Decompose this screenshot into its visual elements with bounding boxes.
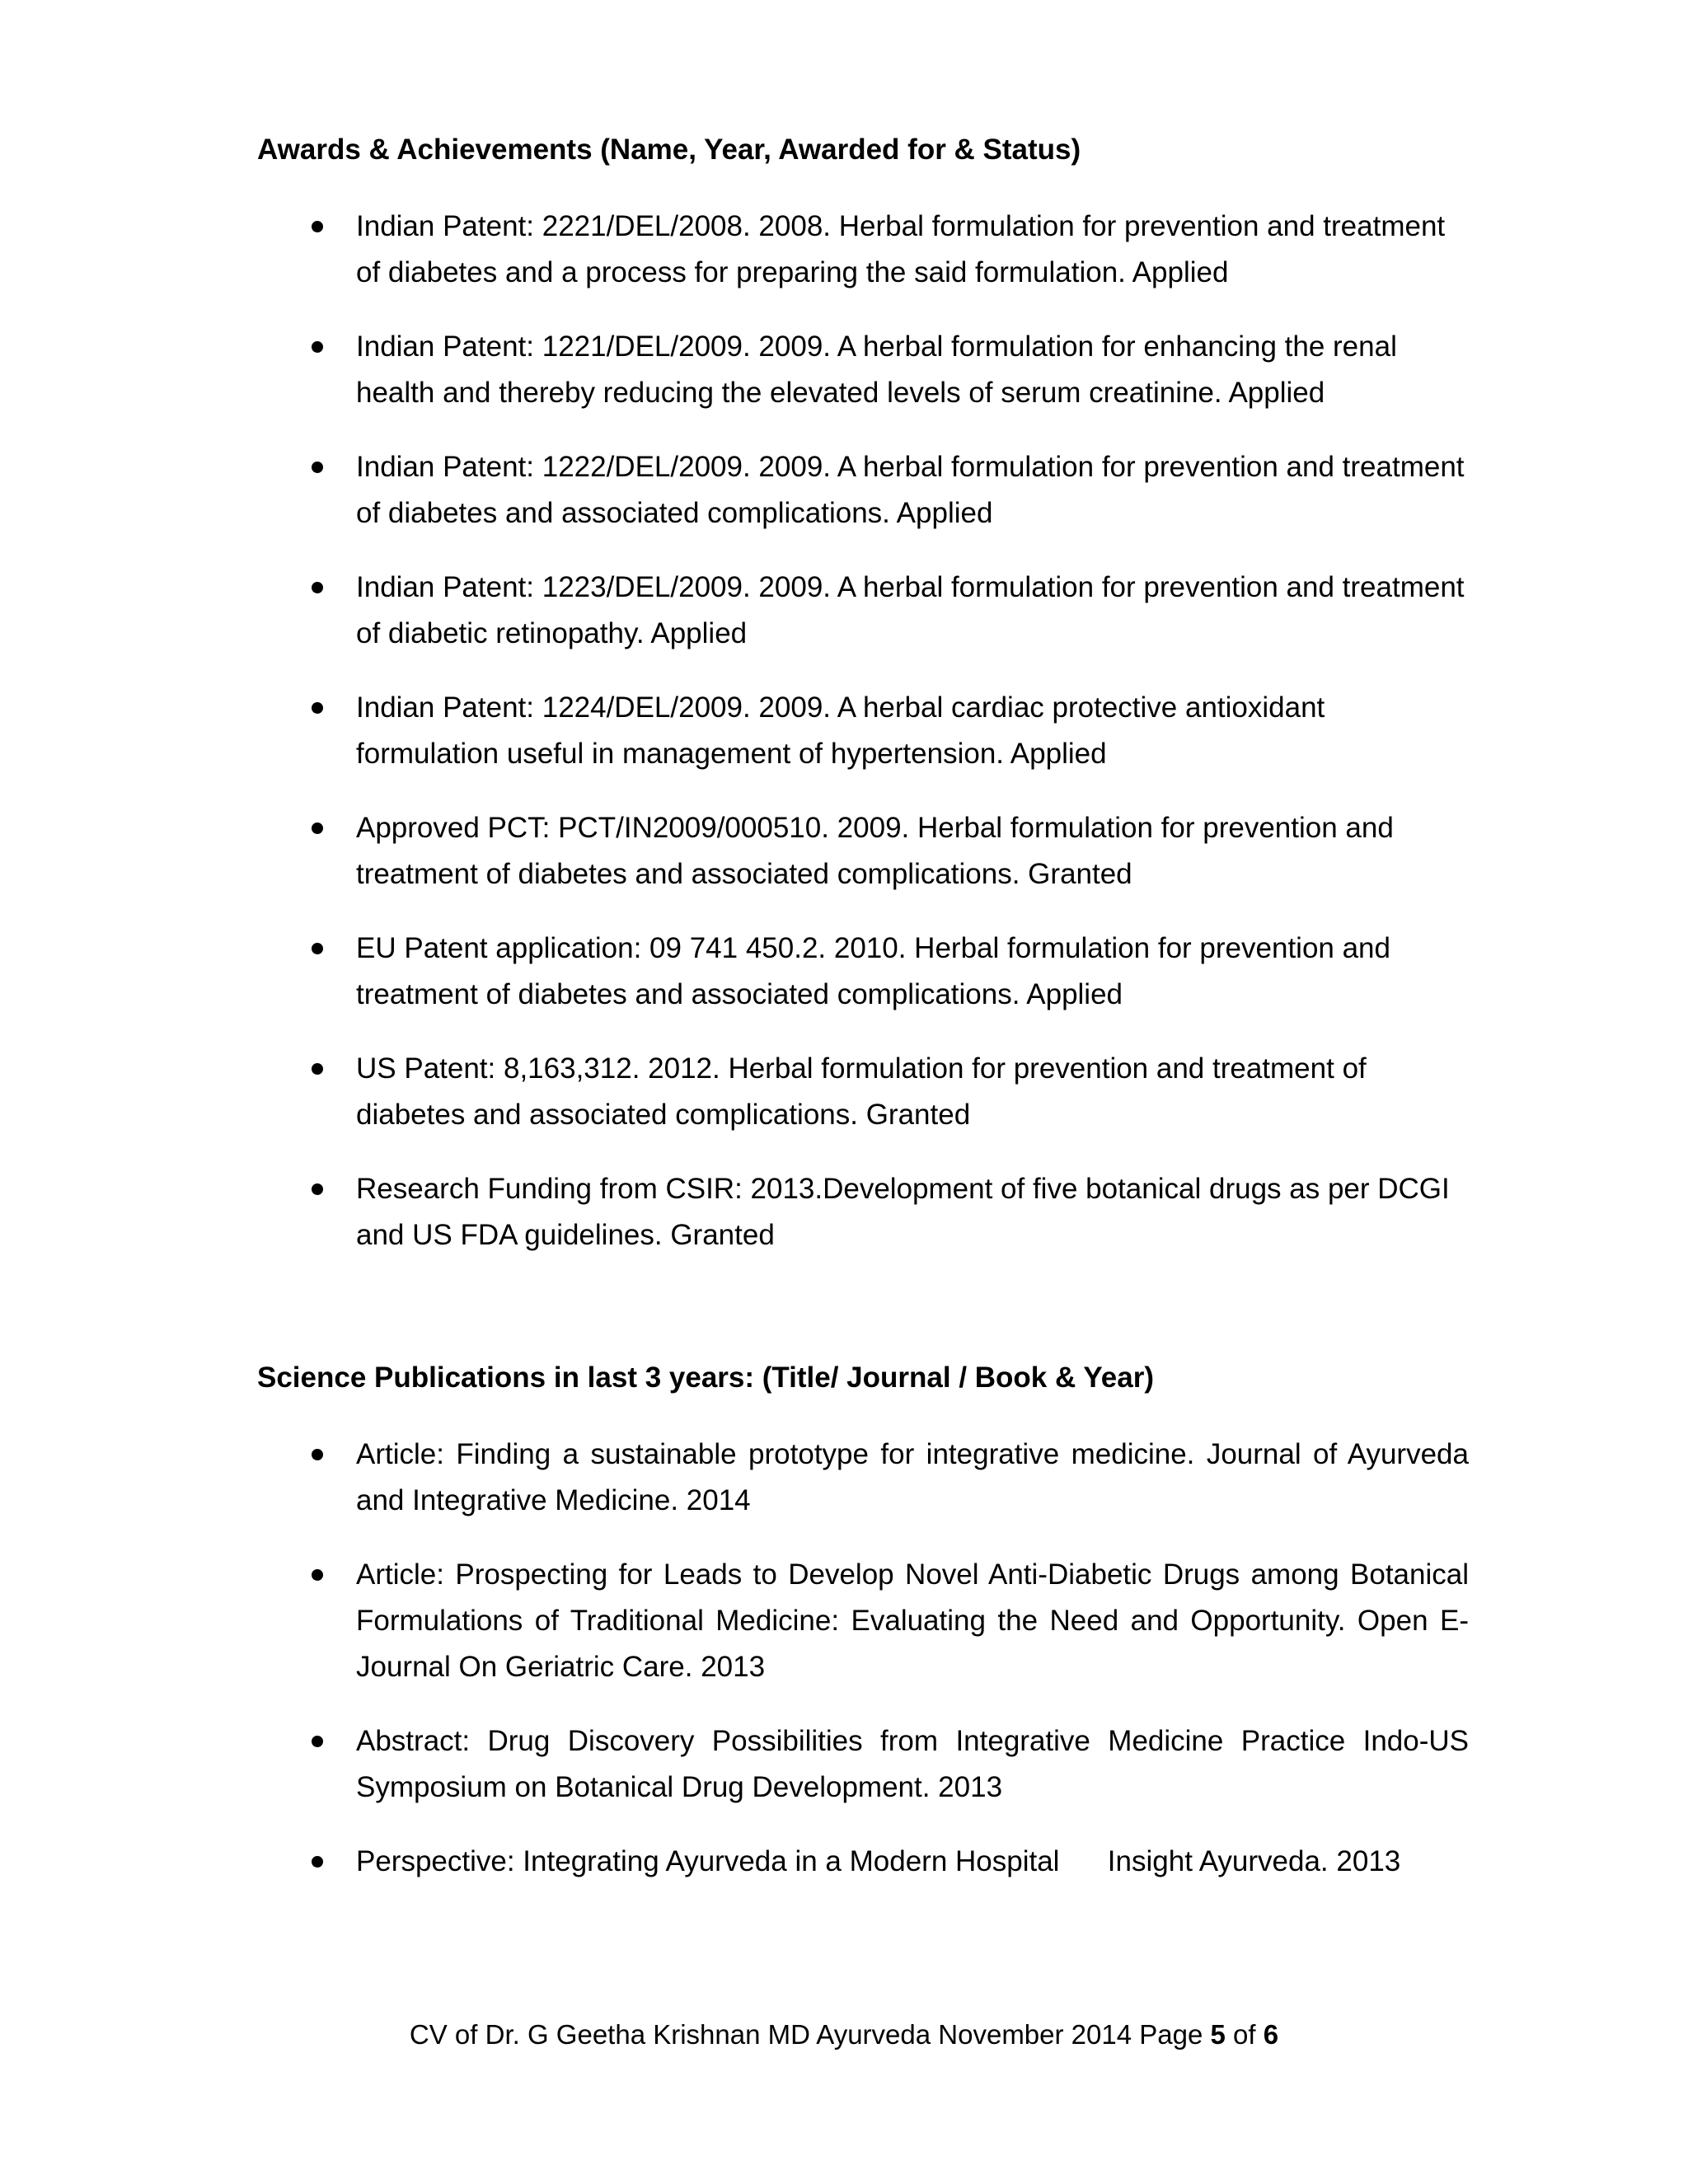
bullet-icon: [312, 462, 323, 473]
award-text: Indian Patent: 1223/DEL/2009. 2009. A herbal formulation for prevention and treatment of diabetic retinopathy. Applied: [356, 571, 1465, 649]
publication-text: Abstract: Drug Discovery Possibilities from Integrative Medicine Practice Indo-US Symposium on Botanical Drug Development. 2013: [356, 1725, 1469, 1803]
bullet-icon: [312, 341, 323, 353]
list-item: [356, 324, 1469, 416]
award-text: Indian Patent: 1221/DEL/2009. 2009. A herbal formulation for enhancing the renal health and thereby reducing the elevated levels of serum creatinine. Applied: [356, 330, 1397, 409]
award-text: Indian Patent: 1224/DEL/2009. 2009. A herbal cardiac protective antioxidant formulation useful in management of hypertension. Applied: [356, 691, 1325, 770]
list-item: [356, 1718, 1469, 1811]
list-item: [356, 1432, 1469, 1524]
bullet-icon: [312, 582, 323, 593]
bullet-icon: [312, 1183, 323, 1195]
list-item: [356, 204, 1469, 296]
list-item: [356, 805, 1469, 898]
bullet-icon: [312, 1449, 323, 1460]
footer-text: CV of Dr. G Geetha Krishnan MD Ayurveda November 2014 Page: [409, 2019, 1211, 2050]
list-item: [356, 565, 1469, 657]
footer-page-total: 6: [1263, 2019, 1279, 2050]
publication-text: Article: Finding a sustainable prototype for integrative medicine. Journal of Ayurveda and Integrative Medicine. 2014: [356, 1438, 1469, 1516]
bullet-icon: [312, 1569, 323, 1581]
awards-list: [356, 204, 1469, 1286]
award-text: Research Funding from CSIR: 2013.Development of five botanical drugs as per DCGI and US FDA guidelines. Granted: [356, 1173, 1450, 1251]
list-item: [356, 685, 1469, 777]
publication-text: Perspective: Integrating Ayurveda in a Modern Hospital Insight Ayurveda. 2013: [356, 1845, 1401, 1877]
bullet-icon: [312, 221, 323, 232]
award-text: US Patent: 8,163,312. 2012. Herbal formulation for prevention and treatment of diabetes and associated complications. Granted: [356, 1052, 1367, 1131]
footer-page-number: 5: [1210, 2019, 1226, 2050]
award-text: EU Patent application: 09 741 450.2. 2010. Herbal formulation for prevention and treatment of diabetes and associated complications. Applied: [356, 932, 1390, 1010]
award-text: Indian Patent: 1222/DEL/2009. 2009. A herbal formulation for prevention and treatment of diabetes and associated complications. Applied: [356, 451, 1465, 529]
bullet-icon: [312, 702, 323, 714]
award-text: Approved PCT: PCT/IN2009/000510. 2009. Herbal formulation for prevention and treatment of diabetes and associated complications. Granted: [356, 812, 1394, 890]
list-item: [356, 1839, 1469, 1885]
list-item: [356, 444, 1469, 537]
list-item: [356, 1552, 1469, 1690]
bullet-icon: [312, 1063, 323, 1075]
award-text: Indian Patent: 2221/DEL/2008. 2008. Herbal formulation for prevention and treatment of diabetes and a process for preparing the said formulation. Applied: [356, 210, 1446, 288]
list-item: [356, 926, 1469, 1018]
bullet-icon: [312, 823, 323, 834]
publication-text: Article: Prospecting for Leads to Develop Novel Anti-Diabetic Drugs among Botanical Formulations of Traditional Medicine: Evaluating the Need and Opportunity. Open E-Journal On Geriatric Care. 2013: [356, 1558, 1469, 1683]
awards-heading: Awards & Achievements (Name, Year, Awarded for & Status): [257, 134, 1081, 166]
bullet-icon: [312, 1856, 323, 1868]
bullet-icon: [312, 1736, 323, 1747]
page-footer: [0, 2018, 1688, 2051]
list-item: [356, 1166, 1469, 1258]
bullet-icon: [312, 943, 323, 954]
publications-list: [356, 1432, 1469, 1913]
list-item: [356, 1046, 1469, 1138]
footer-of: of: [1225, 2019, 1264, 2050]
publications-heading: Science Publications in last 3 years: (Title/ Journal / Book & Year): [257, 1361, 1154, 1394]
